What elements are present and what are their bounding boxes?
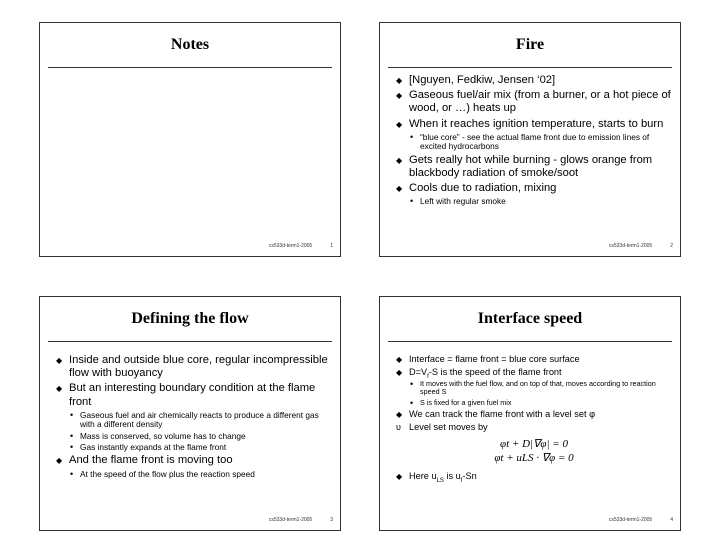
slide-footer: [269, 243, 333, 249]
sub-bullet: • S is fixed for a given fuel mix: [396, 399, 672, 407]
slide-body: [56, 354, 332, 481]
bullet: ◆ Cools due to radiation, mixing: [396, 182, 672, 195]
bullet: ◆ Gets really hot while burning - glows orange from blackbody radiation of smoke/soot: [396, 154, 672, 180]
bullet: ◆ We can track the flame front with a level set φ: [396, 409, 672, 420]
slide-number: 3: [330, 517, 333, 523]
slide-footer: [609, 243, 673, 249]
bullet: ◆ But an interesting boundary condition at the flame front: [56, 382, 332, 408]
bullet: [396, 367, 672, 378]
subscript: f: [427, 373, 429, 380]
bullet: ◆ Gaseous fuel/air mix (from a burner, or a hot piece of wood, or …) heats up: [396, 89, 672, 115]
bullet: [396, 471, 672, 485]
bullet: υ Level set moves by: [396, 422, 672, 433]
slide-defining-the-flow: [39, 296, 341, 531]
slide-interface-speed: [379, 296, 681, 531]
footer-course: cs533d-term1-2005: [268, 517, 313, 523]
bullet: ◆ [Nguyen, Fedkiw, Jensen ‘02]: [396, 74, 672, 87]
slide-body: [396, 354, 672, 484]
equation-1: φt + D|∇φ| = 0: [500, 438, 568, 451]
sub-bullet: • “blue core” - see the actual flame front due to emission lines of excited hydrocarbons: [396, 133, 672, 152]
sub-bullet: • Gaseous fuel and air chemically reacts to produce a different gas with a different density: [56, 411, 332, 430]
text: Here u: [409, 471, 437, 482]
slide-title: Interface speed: [477, 310, 583, 327]
slide-number: 1: [330, 243, 333, 249]
equation-2: φt + uLS · ∇φ = 0: [494, 452, 574, 465]
slide-notes: [39, 22, 341, 257]
sub-bullet: • It moves with the fuel flow, and on top of that, moves according to reaction speed S: [396, 380, 672, 397]
title-rule: [388, 67, 672, 68]
slide-number: 2: [670, 243, 673, 249]
slide-fire: [379, 22, 681, 257]
slide-number: 4: [670, 517, 673, 523]
title-rule: [48, 67, 332, 68]
text: -Sn: [462, 471, 477, 482]
text: is u: [443, 471, 461, 482]
sub-bullet: • At the speed of the flow plus the reaction speed: [56, 470, 332, 479]
slide-title: Notes: [170, 36, 210, 53]
title-rule: [48, 341, 332, 342]
sub-bullet: • Mass is conserved, so volume has to change: [56, 432, 332, 441]
slide-title: Defining the flow: [131, 310, 249, 327]
sub-bullet: • Gas instantly expands at the flame front: [56, 443, 332, 452]
slide-footer: [609, 517, 673, 523]
text: D=V: [409, 367, 428, 377]
subscript: f: [460, 478, 463, 485]
footer-course: cs533d-term1-2005: [608, 517, 653, 523]
footer-course: cs533d-term1-2005: [608, 243, 653, 249]
slide-body: [396, 74, 672, 209]
bullet: ◆ And the flame front is moving too: [56, 454, 332, 467]
bullet: ◆ Interface = flame front = blue core surface: [396, 354, 672, 365]
equation-level-set: [396, 437, 672, 465]
slide-title: Fire: [515, 36, 545, 53]
slide-footer: [269, 517, 333, 523]
subscript: LS: [436, 478, 444, 485]
bullet: ◆ When it reaches ignition temperature, starts to burn: [396, 118, 672, 131]
footer-course: cs533d-term1-2005: [268, 243, 313, 249]
text: -S is the speed of the flame front: [428, 367, 562, 377]
title-rule: [388, 341, 672, 342]
bullet: ◆ Inside and outside blue core, regular incompressible flow with buoyancy: [56, 354, 332, 380]
sub-bullet: • Left with regular smoke: [396, 197, 672, 206]
